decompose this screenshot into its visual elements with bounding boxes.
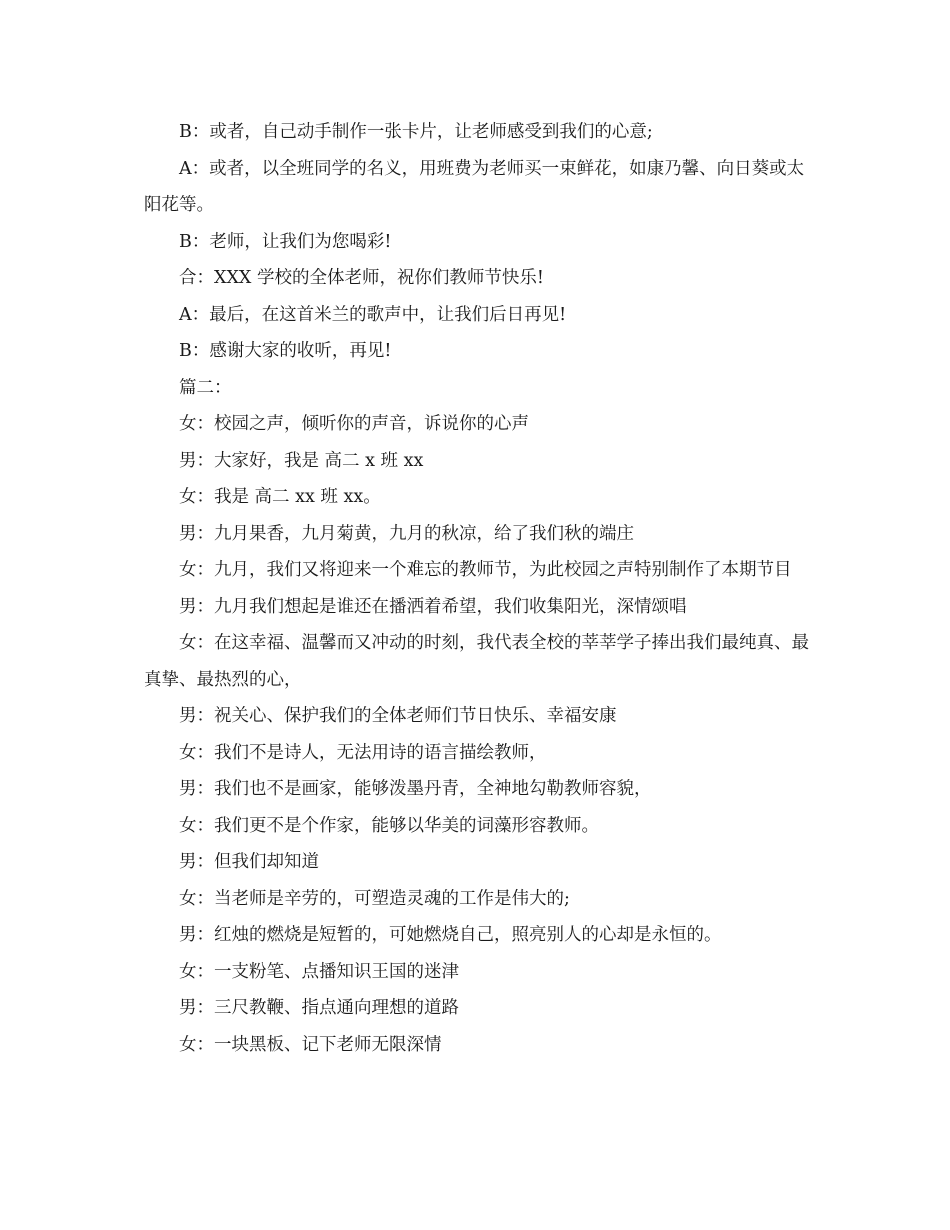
paragraph: 女：当老师是辛劳的，可塑造灵魂的工作是伟大的; [179, 888, 570, 909]
paragraph: 男：大家好，我是 高二 x 班 xx [179, 450, 424, 471]
paragraph: 女：校园之声，倾听你的声音，诉说你的心声 [179, 414, 529, 434]
paragraph: B：感谢大家的收听，再见! [179, 341, 392, 361]
paragraph: 女：我们更不是个作家，能够以华美的词藻形容教师。 [179, 815, 599, 836]
paragraph: 男：九月果香，九月菊黄，九月的秋凉，给了我们秋的端庄 [179, 523, 634, 544]
paragraph: A：最后，在这首米兰的歌声中，让我们后日再见! [179, 304, 567, 325]
document-body [144, 114, 810, 1063]
paragraph: 男：祝关心、保护我们的全体老师们节日快乐、幸福安康 [179, 706, 617, 726]
paragraph: 女：我是 高二 xx 班 xx。 [179, 487, 381, 507]
paragraph: 男：但我们却知道 [179, 852, 319, 872]
paragraph: 男：红烛的燃烧是短暂的，可她燃烧自己，照亮别人的心却是永恒的。 [179, 925, 722, 945]
paragraph: 男：三尺教鞭、指点通向理想的道路 [179, 998, 459, 1018]
paragraph: 合：XXX 学校的全体老师，祝你们教师节快乐! [179, 268, 544, 288]
paragraph: A：或者，以全班同学的名义，用班费为老师买一束鲜花，如康乃馨、向日葵或太阳花等。 [144, 158, 805, 215]
paragraph: 女：九月，我们又将迎来一个难忘的教师节，为此校园之声特别制作了本期节目 [179, 560, 792, 580]
paragraph: 女：我们不是诗人，无法用诗的语言描绘教师， [179, 742, 547, 763]
paragraph: 女：一块黑板、记下老师无限深情 [179, 1034, 442, 1055]
paragraph: 男：我们也不是画家，能够泼墨丹青，全神地勾勒教师容貌， [179, 779, 652, 799]
paragraph: 女：一支粉笔、点播知识王国的迷津 [179, 961, 459, 982]
paragraph: B：老师，让我们为您喝彩! [179, 231, 392, 252]
paragraph: 女：在这幸福、温馨而又冲动的时刻，我代表全校的莘莘学子捧出我们最纯真、最真挚、最热烈的心， [144, 633, 809, 690]
paragraph: B：或者，自己动手制作一张卡片，让老师感受到我们的心意; [179, 122, 653, 142]
section-heading: 篇二： [179, 377, 232, 398]
paragraph: 男：九月我们想起是谁还在播洒着希望，我们收集阳光，深情颂唱 [179, 596, 687, 617]
